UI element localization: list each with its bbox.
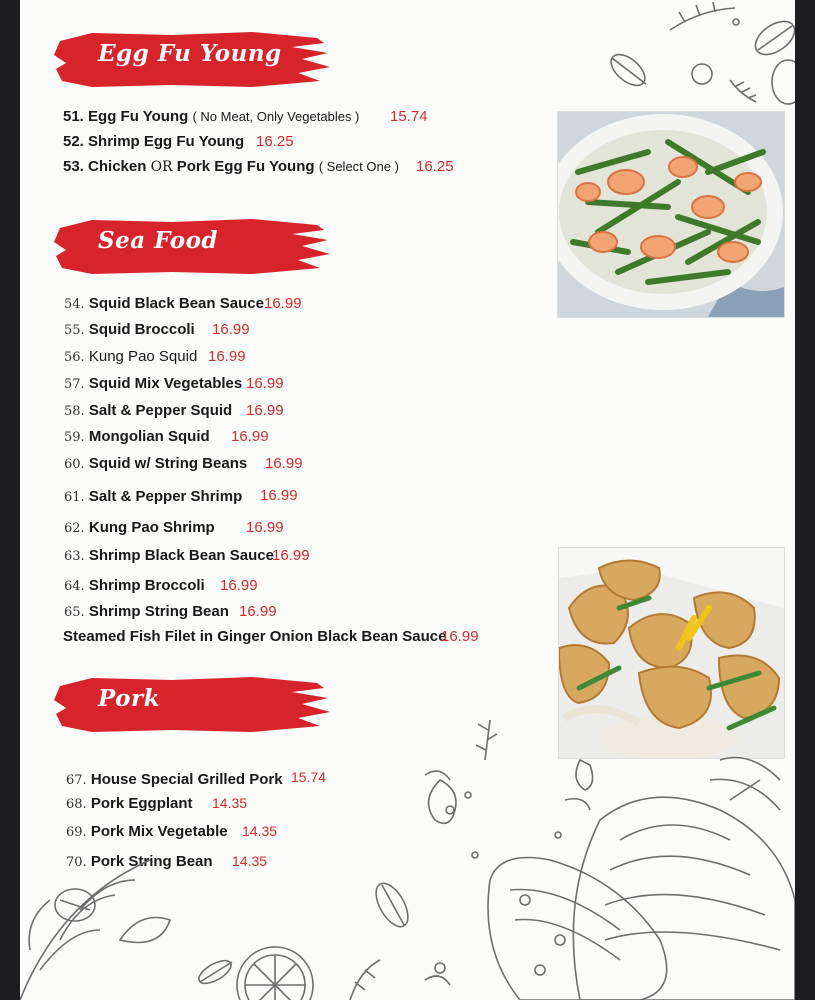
item-number: 61. [64, 490, 85, 505]
item-name: Shrimp Broccoli [88, 577, 205, 594]
item-name: Squid Black Bean Sauce [88, 295, 264, 312]
item-price: 14.35 [232, 853, 268, 869]
item-number: 69. [66, 825, 87, 840]
item-number: 68. [66, 797, 87, 812]
item-price: 16.99 [231, 428, 269, 445]
item-name: Shrimp Black Bean Sauce [88, 547, 274, 564]
section-title: Sea Food [98, 227, 218, 254]
menu-item-63 [64, 547, 274, 564]
item-price: 16.99 [246, 375, 284, 392]
item-price: 16.99 [208, 348, 246, 365]
item-price: 15.74 [390, 108, 428, 125]
item-name: Shrimp String Bean [88, 603, 229, 620]
item-name: Pork Mix Vegetable [90, 823, 228, 840]
section-title: Egg Fu Young [98, 40, 282, 67]
menu-item-58 [64, 402, 232, 419]
item-number: 57. [64, 377, 85, 392]
menu-item-55 [64, 321, 195, 338]
item-name: Egg Fu Young [88, 108, 189, 125]
item-price: 16.25 [256, 133, 294, 150]
item-number: 58. [64, 404, 85, 419]
item-name: Squid Broccoli [88, 321, 195, 338]
menu-item-65 [64, 603, 229, 620]
item-number: 54. [64, 297, 85, 312]
item-name: House Special Grilled Pork [90, 771, 283, 788]
item-number: 64. [64, 579, 85, 594]
menu-item-61 [64, 488, 242, 505]
item-price: 16.25 [416, 158, 454, 175]
menu-page [20, 0, 795, 1000]
item-name: Kung Pao Shrimp [88, 519, 215, 536]
menu-item-52 [63, 133, 244, 150]
item-number: 63. [64, 549, 85, 564]
item-price: 16.99 [246, 402, 284, 419]
item-name: Squid Mix Vegetables [88, 375, 243, 392]
menu-item-51 [63, 108, 359, 125]
item-price: 16.99 [264, 295, 302, 312]
item-price: 14.35 [242, 823, 278, 839]
item-price: 16.99 [212, 321, 250, 338]
item-name: Pork Eggplant [90, 795, 193, 812]
item-note: ( No Meat, Only Vegetables ) [192, 109, 360, 124]
item-number: 60. [64, 457, 85, 472]
section-banner-sea-food [52, 216, 332, 278]
item-number: 52. [63, 133, 84, 150]
item-number: 51. [63, 108, 84, 125]
item-price: 16.99 [265, 455, 303, 472]
item-number: 67. [66, 773, 87, 788]
item-name: Salt & Pepper Shrimp [88, 488, 243, 505]
item-price: 14.35 [212, 795, 248, 811]
item-number: 56. [64, 350, 85, 365]
botanical-sketch-top-icon [560, 0, 795, 120]
item-name: Pork String Bean [90, 853, 213, 870]
menu-item-53 [63, 158, 399, 175]
vegetable-sketch-bottom-icon [20, 700, 795, 1000]
item-name: Mongolian Squid [88, 428, 210, 445]
item-name: Chicken [88, 158, 147, 175]
item-name: Pork Egg Fu Young [176, 158, 315, 175]
item-price: 15.74 [291, 769, 327, 785]
item-number: 53. [63, 158, 84, 175]
item-price: 16.99 [260, 487, 298, 504]
item-or: OR [150, 159, 173, 175]
item-name: Steamed Fish Filet in Ginger Onion Black Bean Sauce [63, 628, 447, 645]
menu-item-60 [64, 455, 247, 472]
item-number: 59. [64, 430, 85, 445]
menu-item-59 [64, 428, 210, 445]
item-name: Squid w/ String Beans [88, 455, 248, 472]
shrimp-string-beans-photo [557, 111, 785, 318]
menu-item-54 [64, 295, 264, 312]
item-number: 70. [66, 855, 87, 870]
item-price: 16.99 [272, 547, 310, 564]
item-number: 62. [64, 521, 85, 536]
menu-item-56 [64, 348, 197, 365]
item-note: ( Select One ) [318, 159, 399, 174]
menu-item-62 [64, 519, 215, 536]
item-number: 65. [64, 605, 85, 620]
item-price: 16.99 [220, 577, 258, 594]
menu-item-57 [64, 375, 242, 392]
menu-item-64 [64, 577, 205, 594]
item-price: 16.99 [239, 603, 277, 620]
item-name: Shrimp Egg Fu Young [88, 133, 245, 150]
item-name: Kung Pao Squid [88, 348, 198, 365]
item-price: 16.99 [246, 519, 284, 536]
section-title: Pork [98, 685, 161, 712]
item-price: 16.99 [441, 628, 479, 645]
item-name: Salt & Pepper Squid [88, 402, 233, 419]
section-banner-egg-fu-young [52, 29, 332, 91]
menu-item-steamed-fish [63, 628, 446, 645]
item-number: 55. [64, 323, 85, 338]
